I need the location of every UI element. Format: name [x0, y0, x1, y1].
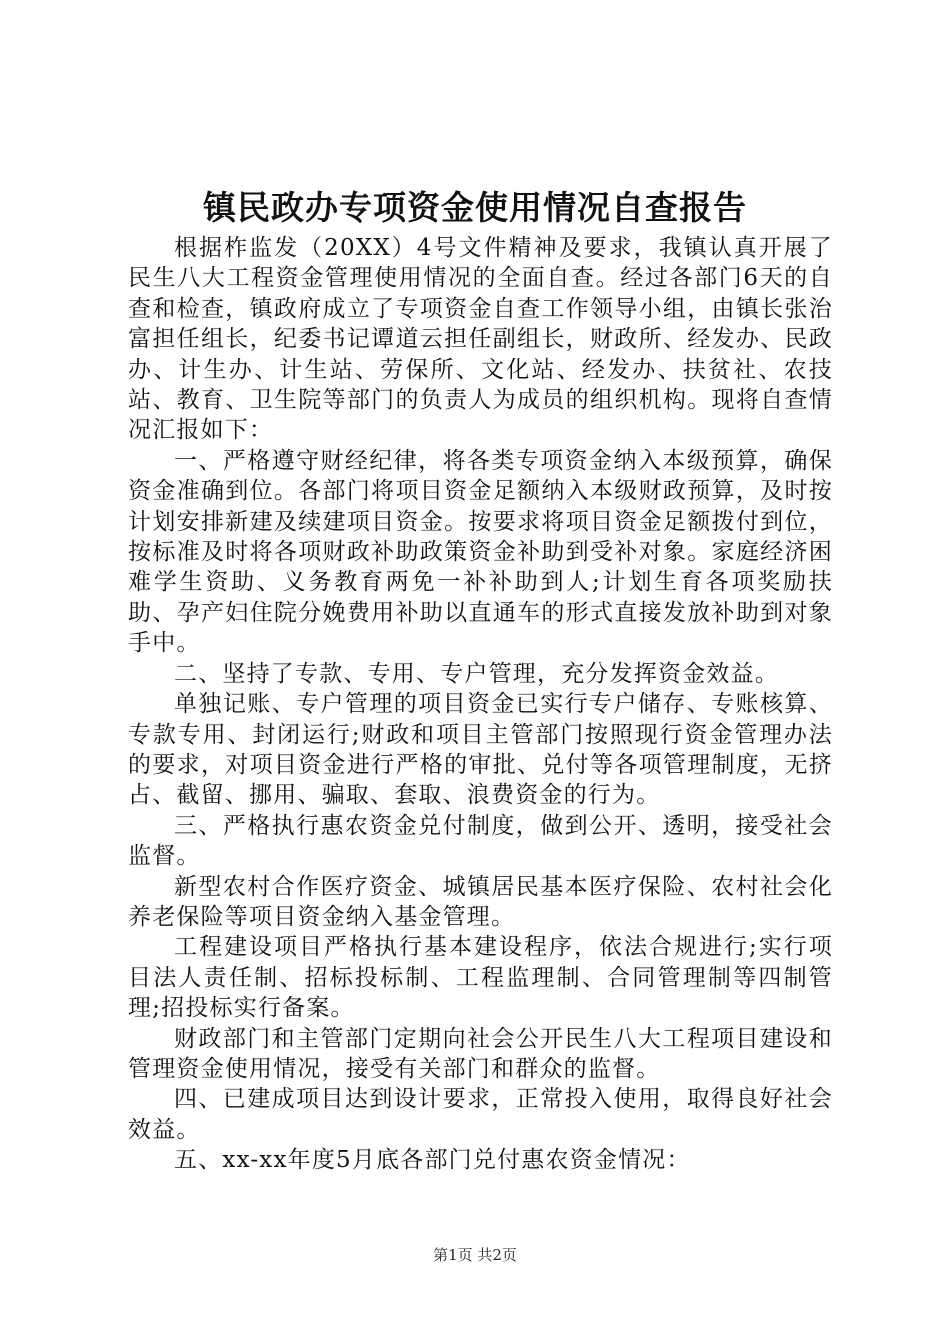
- document-title: 镇民政办专项资金使用情况自查报告: [203, 188, 747, 227]
- paragraph-section-2: 二、坚持了专款、专用、专户管理，充分发挥资金效益。: [174, 660, 779, 687]
- paragraph-section-5: 五、xx-xx年度5月底各部门兑付惠农资金情况：: [174, 1147, 691, 1174]
- paragraph-section-3: 三、严格执行惠农资金兑付制度，做到公开、透明，接受社会监督。: [128, 812, 833, 870]
- paragraph-section-3-detail-b: 工程建设项目严格执行基本建设程序，依法合规进行;实行项目法人责任制、招标投标制、工程监理制、合同管理制等四制管理;招投标实行备案。: [128, 934, 833, 1022]
- paragraph-section-3-detail-c: 财政部门和主管部门定期向社会公开民生八大工程项目建设和管理资金使用情况，接受有关部门和群众的监督。: [128, 1025, 833, 1082]
- paragraph-section-3-detail-a: 新型农村合作医疗资金、城镇居民基本医疗保险、农村社会化养老保险等项目资金纳入基金管理。: [128, 873, 833, 930]
- paragraph-section-1: 一、严格遵守财经纪律，将各类专项资金纳入本级预算，确保资金准确到位。各部门将项目资金足额纳入本级财政预算，及时按计划安排新建及续建项目资金。按要求将项目资金足额拨付到位，按标准及时将各项财政补助政策资金补助到受补对象。家庭经济困难学生资助、义务教育两免一补补助到人;计划生育各项奖励扶助、孕产妇住院分娩费用补助以直通车的形式直接发放补助到对象手中。: [128, 447, 833, 657]
- paragraph-section-2-detail: 单独记账、专户管理的项目资金已实行专户储存、专账核算、专款专用、封闭运行;财政和项目主管部门按照现行资金管理办法的要求，对项目资金进行严格的审批、兑付等各项管理制度，无挤占、截留、挪用、骗取、套取、浪费资金的行为。: [128, 691, 833, 809]
- page-number-footer: 第1页 共2页: [433, 1246, 517, 1264]
- document-body: [128, 233, 833, 1176]
- paragraph-section-4: 四、已建成项目达到设计要求，正常投入使用，取得良好社会效益。: [128, 1086, 833, 1143]
- paragraph-intro: 根据柞监发（20XX）4号文件精神及要求，我镇认真开展了民生八大工程资金管理使用情况的全面自查。经过各部门6天的自查和检查，镇政府成立了专项资金自查工作领导小组，由镇长张治富担任组长，纪委书记谭道云担任副组长，财政所、经发办、民政办、计生办、计生站、劳保所、文化站、经发办、扶贫社、农技站、教育、卫生院等部门的负责人为成员的组织机构。现将自查情况汇报如下：: [128, 235, 833, 444]
